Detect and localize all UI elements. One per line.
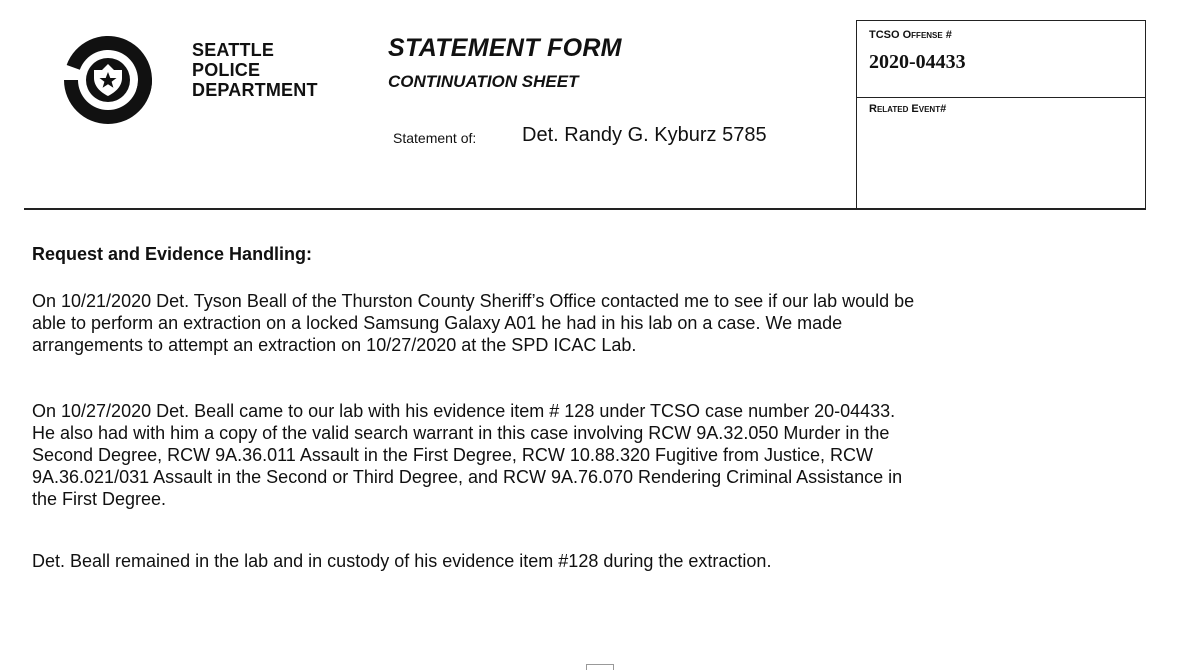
paragraph-line: arrangements to attempt an extraction on 10/27/2020 at the SPD ICAC Lab.: [32, 335, 637, 355]
department-line-1: SEATTLE: [192, 40, 275, 60]
paragraph-line: On 10/27/2020 Det. Beall came to our lab with his evidence item # 128 under TCSO case number 20-04433.: [32, 401, 896, 421]
paragraph-line: On 10/21/2020 Det. Tyson Beall of the Thurston County Sheriff’s Office contacted me to see if our lab would be: [32, 291, 915, 311]
statement-of-value: Det. Randy G. Kyburz 5785: [522, 124, 767, 146]
offense-label: TCSO Offense #: [869, 29, 952, 41]
paragraph-line: Second Degree, RCW 9A.36.011 Assault in the First Degree, RCW 10.88.320 Fugitive from Justice, RCW: [32, 445, 874, 465]
paragraph-3: [32, 550, 1152, 572]
offense-box: [856, 20, 1146, 209]
page-footer-mark: [586, 664, 614, 670]
section-heading: Request and Evidence Handling:: [32, 244, 313, 264]
offense-box-divider: [857, 97, 1145, 98]
paragraph-line: 9A.36.021/031 Assault in the Second or Third Degree, and RCW 9A.76.070 Rendering Criminal Assistance in: [32, 467, 903, 487]
department-line-3: DEPARTMENT: [192, 80, 318, 100]
paragraph-2: [32, 400, 1152, 510]
paragraph-line: the First Degree.: [32, 489, 167, 509]
seattle-police-star-badge-icon: [60, 32, 156, 128]
paragraph-1: [32, 290, 1152, 356]
offense-number: 2020-04433: [869, 51, 966, 73]
paragraph-line: He also had with him a copy of the valid search warrant in this case involving RCW 9A.32.050 Murder in the: [32, 423, 890, 443]
department-name: [192, 40, 318, 100]
department-line-2: POLICE: [192, 60, 261, 80]
form-title: STATEMENT FORM: [388, 34, 622, 62]
form-subtitle: CONTINUATION SHEET: [388, 72, 579, 91]
paragraph-line: able to perform an extraction on a locked Samsung Galaxy A01 he had in his lab on a case. We made: [32, 313, 843, 333]
related-event-label: Related Event#: [869, 103, 947, 115]
header-rule: [24, 208, 1146, 210]
paragraph-line: Det. Beall remained in the lab and in custody of his evidence item #128 during the extraction.: [32, 551, 772, 571]
statement-of-label: Statement of:: [393, 130, 477, 146]
